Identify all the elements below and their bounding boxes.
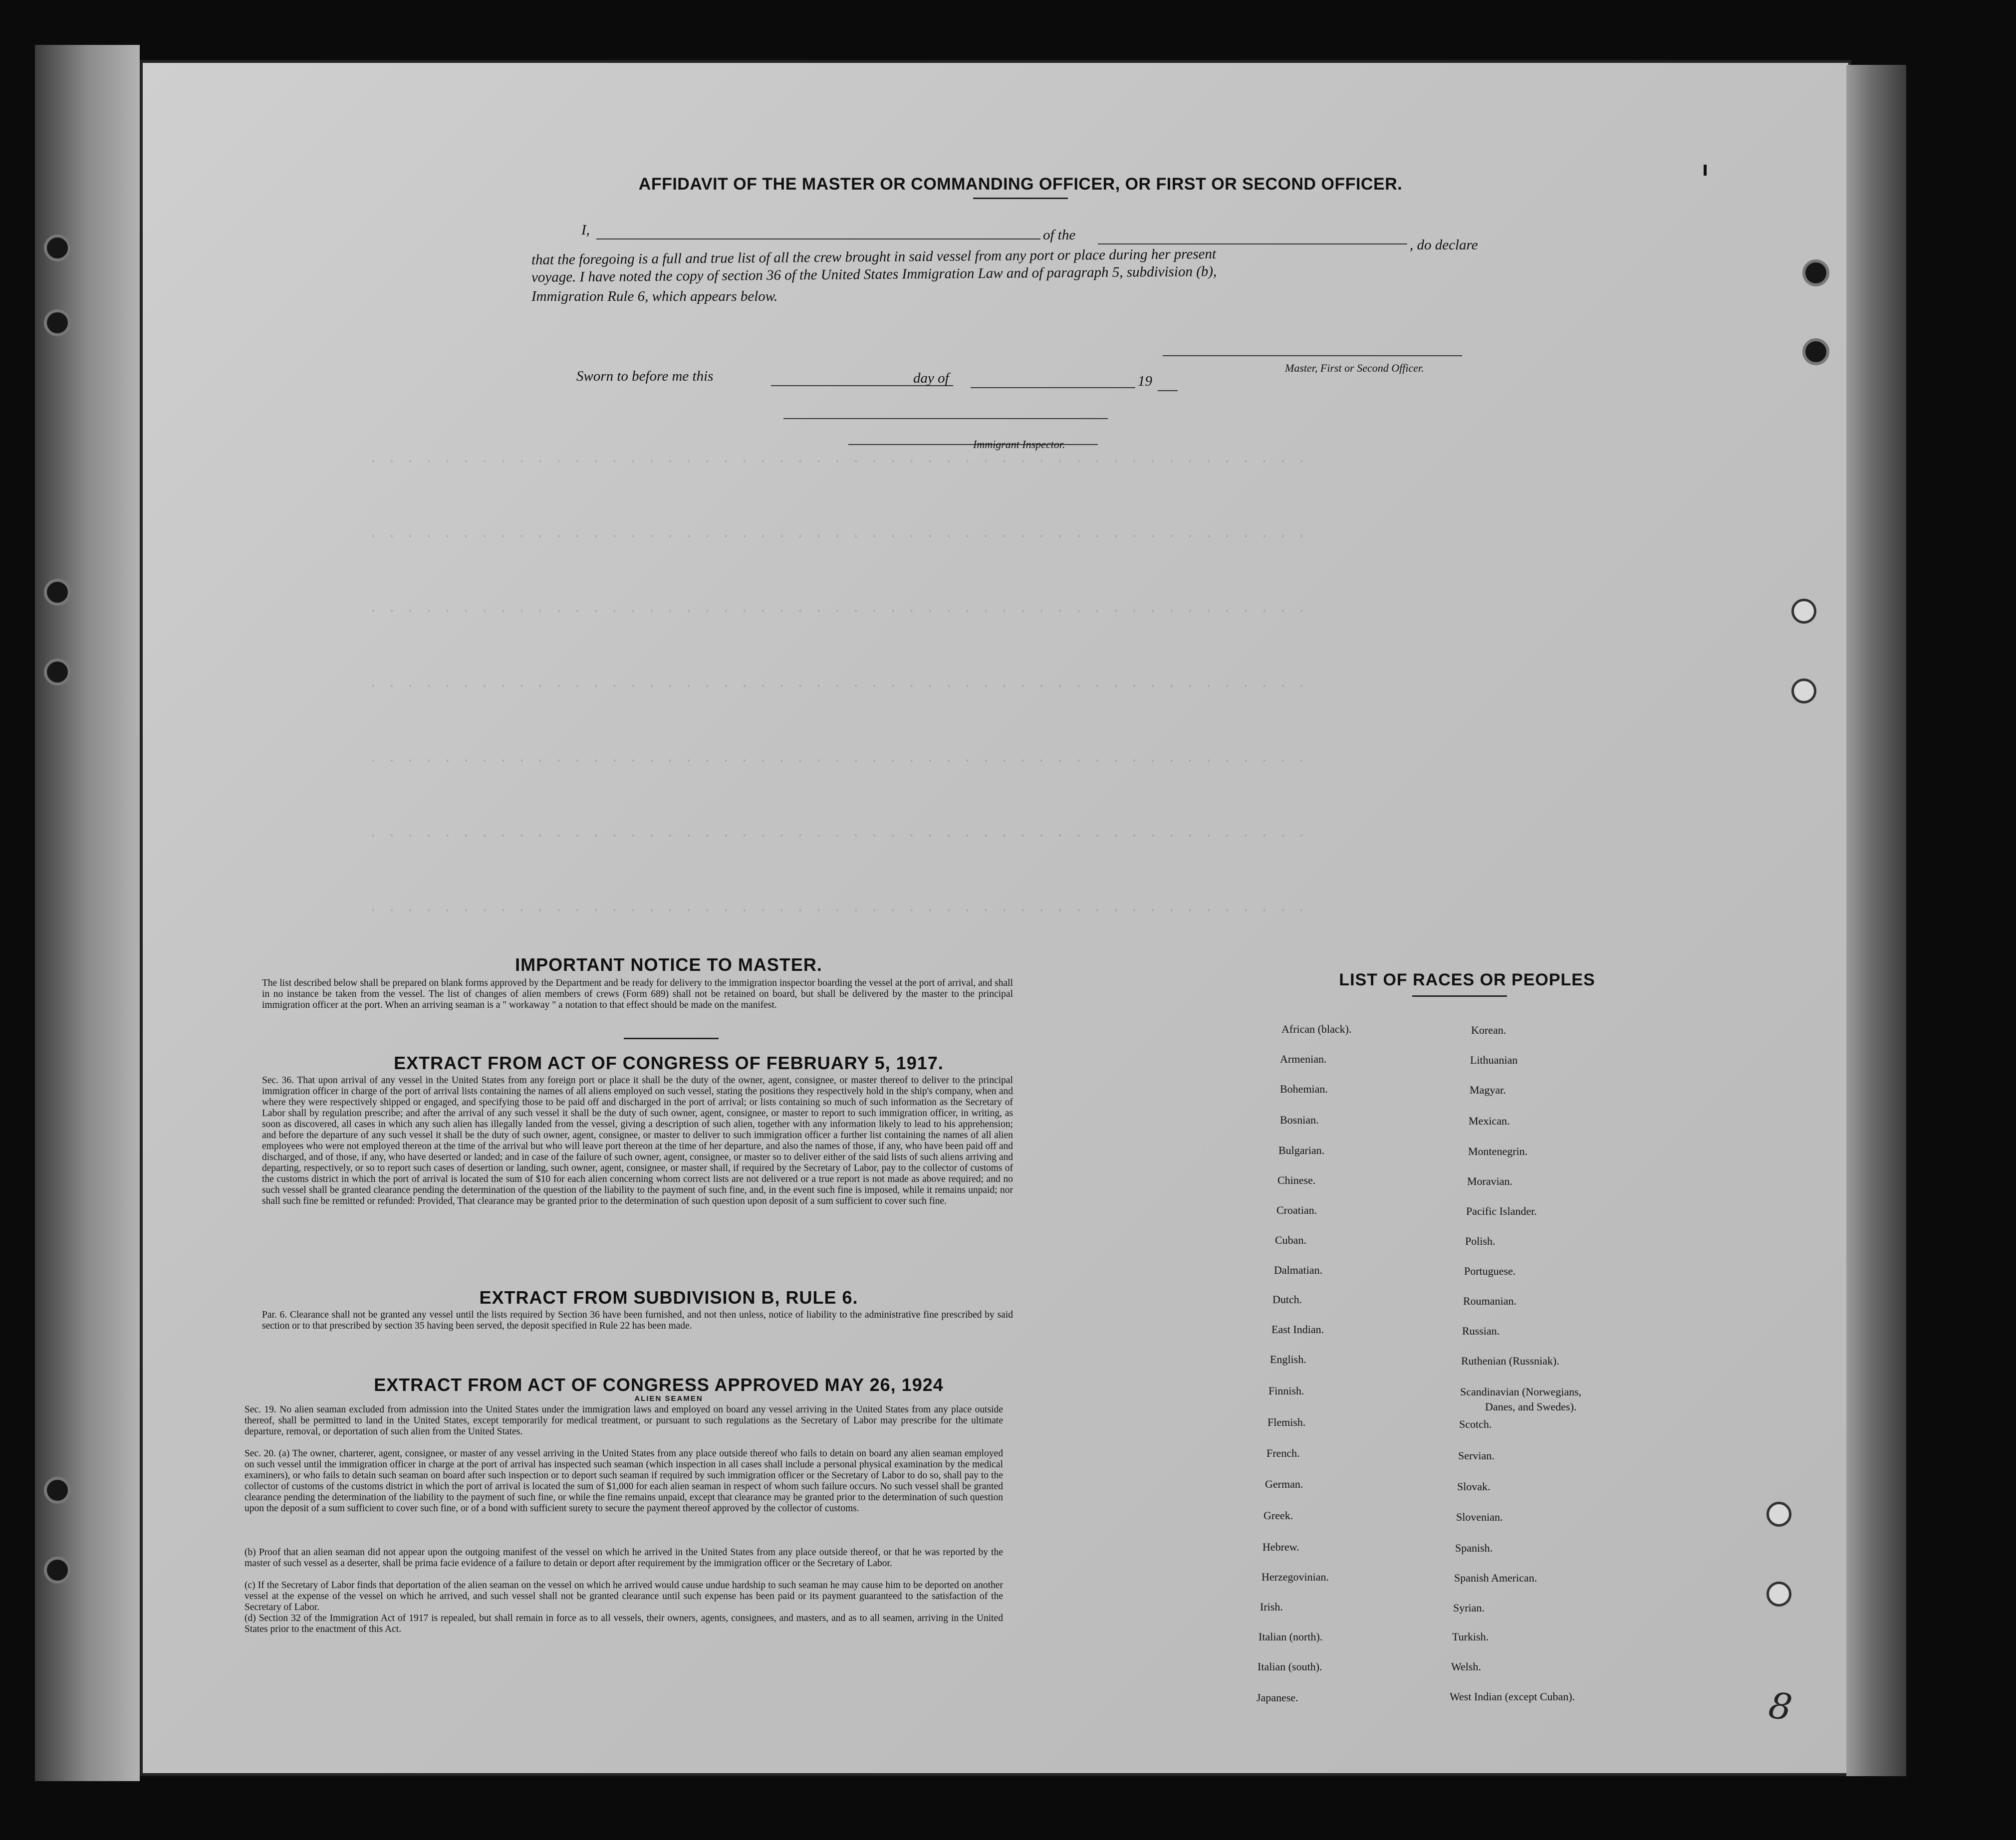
sworn-month-blank[interactable] [971, 387, 1135, 388]
binder-hole [44, 1477, 71, 1504]
name-blank[interactable] [596, 238, 1040, 239]
race-item: Finnish. [1268, 1384, 1304, 1397]
race-item: Polish. [1465, 1235, 1496, 1247]
race-item: Moravian. [1467, 1175, 1513, 1187]
race-item: Japanese. [1257, 1691, 1298, 1704]
race-item: Slovenian. [1456, 1511, 1503, 1523]
race-item: African (black). [1281, 1023, 1352, 1035]
race-item: Ruthenian (Russniak). [1461, 1355, 1559, 1367]
binder-hole [1766, 1502, 1791, 1527]
race-item: Bulgarian. [1278, 1144, 1325, 1156]
race-item: Dutch. [1272, 1293, 1302, 1306]
inspector-caption: Immigrant Inspector. [973, 438, 1065, 451]
extract-1924-sec20d: (d) Section 32 of the Immigration Act of 1917 is repealed, but shall remain in force as to all vessels, their owners, agents, consignees, and masters, and as to all seamen, arriving in the United States prior to the enactment of this Act. [245, 1613, 1003, 1634]
extract-rule6-text: Par. 6. Clearance shall not be granted any vessel until the lists required by Section 36 have been furnished, and not then unless, notice of liability to the administrative fine prescribed by said section or to that prescribed by section 35 having been served, the deposit specified in Rule 22 has been made. [262, 1310, 1013, 1331]
extract-1924-sec20a: Sec. 20. (a) The owner, charterer, agent, consignee, or master of any vessel arriving in the United States from any place outside thereof who fails to detain on board any alien seaman employed on such vessel until the immigration officer in charge at the port of arrival has inspected such seaman (which inspection in all cases shall include a personal physical examination by the medical examiners), or who fails to detain such seaman on board after such inspection or to deport such seaman if required by such immigration officer or the Secretary of Labor to do so, shall pay to the collector of customs of the customs district in which the port of arrival is located the sum of $1,000 for each alien seaman in respect of whom such failure occurs. No such vessel shall be granted clearance pending the determination of the liability to the payment of such fine, or while the fine remains unpaid, except that clearance may be granted prior to the determination of such question upon the deposit of a sum sufficient to cover such fine, or of a bond with sufficient surety to secure the payment thereof approved by the collector of customs. [245, 1448, 1003, 1514]
race-item: East Indian. [1271, 1323, 1324, 1336]
race-item: English. [1270, 1353, 1306, 1366]
race-item: West Indian (except Cuban). [1450, 1690, 1575, 1703]
race-item: Flemish. [1267, 1416, 1306, 1428]
race-item: French. [1266, 1447, 1300, 1459]
extract-1924-heading: EXTRACT FROM ACT OF CONGRESS APPROVED MAY 26, 1924 [374, 1375, 944, 1395]
race-item: Portuguese. [1464, 1265, 1516, 1277]
affidavit-I-label: I, [581, 222, 590, 238]
race-item: Bohemian. [1280, 1083, 1328, 1095]
race-item: Scotch. [1459, 1418, 1492, 1430]
race-item: Russian. [1462, 1325, 1500, 1337]
extract-1917-heading: EXTRACT FROM ACT OF CONGRESS OF FEBRUARY 5, 1917. [394, 1053, 944, 1073]
margin-tick [1704, 165, 1707, 176]
page-edge-right [1846, 65, 1906, 1776]
race-item: Magyar. [1470, 1084, 1506, 1096]
binder-hole [44, 579, 71, 606]
affidavit-title: AFFIDAVIT OF THE MASTER OR COMMANDING OFFICER, OR FIRST OR SECOND OFFICER. [638, 175, 1403, 194]
affidavit-of-the-label: of the [1043, 227, 1076, 243]
race-item: Korean. [1471, 1024, 1507, 1036]
race-item: Spanish. [1455, 1542, 1493, 1554]
master-caption: Master, First or Second Officer. [1285, 362, 1424, 374]
binding-edge-left [35, 45, 140, 1781]
document-page [140, 60, 1851, 1776]
race-item: German. [1265, 1478, 1303, 1490]
notice-heading: IMPORTANT NOTICE TO MASTER. [515, 954, 822, 975]
race-item: Irish. [1260, 1601, 1283, 1613]
race-item: Italian (north). [1259, 1630, 1323, 1643]
race-item: Syrian. [1453, 1602, 1485, 1614]
race-item: Croatian. [1276, 1204, 1317, 1216]
binder-hole [44, 659, 71, 686]
race-item: Danes, and Swedes). [1485, 1400, 1577, 1413]
section-rule [624, 1038, 719, 1039]
binder-hole [44, 1557, 71, 1584]
race-item: Greek. [1263, 1509, 1293, 1522]
affidavit-line-3: voyage. I have noted the copy of section 36 of the United States Immigration Law and of paragraph 5, subdivision (b), [531, 263, 1217, 285]
race-item: Lithuanian [1470, 1054, 1518, 1066]
race-item: Scandinavian (Norwegians, [1460, 1385, 1582, 1398]
extract-1924-sec20b: (b) Proof that an alien seaman did not appear upon the outgoing manifest of the vessel on which he arrived in the United States from any place outside thereof, or that he was reported by the master of such vessel as a deserter, shall be prima facie evidence of a failure to detain or deport after requirement by the immigration officer or the Secretary of Labor. [245, 1547, 1003, 1569]
race-item: Turkish. [1452, 1630, 1489, 1643]
binder-hole [44, 309, 71, 336]
races-heading: LIST OF RACES OR PEOPLES [1339, 970, 1595, 989]
binder-hole [1766, 1582, 1791, 1607]
extract-1917-text: Sec. 36. That upon arrival of any vessel in the United States from any foreign port or place it shall be the duty of the owner, agent, consignee, or master thereof to deliver to the principal immigration officer in charge of the port of arrival lists containing the names of all aliens employed on such vessel, stating the positions they respectively hold in the ship's company, when and where they were respectively shipped or engaged, and specifying those to be paid off and discharged in the port of arrival; or lists containing so much of such information as the Secretary of Labor shall by regulation prescribe; and after the arrival of any such vessel it shall be the duty of such owner, agent, consignee, or master to report to such immigration officer, in writing, as soon as discovered, all cases in which any such alien has illegally landed from the vessel, giving a description of such alien, together with any information likely to lead to his apprehension; and before the departure of any such vessel it shall be the duty of such owner, agent, consignee, or master to deliver to such immigration officer a further list containing the names of all alien employees who were not employed thereon at the time of the arrival but who will leave port thereon at the time of her departure, and also the names of those, if any, who have been paid off and discharged, and of those, if any, who have deserted or landed; and in case of the failure of such owner, agent, consignee, or master so to deliver either of the said lists of such aliens arriving and departing, respectively, or so to report such cases of desertion or landing, such owner, agent, consignee, or master shall, if required by the Secretary of Labor, pay to the collector of customs of the customs district in which the port of arrival is located the sum of $10 for each alien concerning whom correct lists are not delivered or a true report is not made as above required; and no such vessel shall be granted clearance pending the determination of the question of the liability to the payment of such fine, and, in the event such fine is imposed, while it remains unpaid; nor shall such fine be remitted or refunded: Provided, That clearance may be granted prior to the determination of such question upon deposit of a sum sufficient to cover such fine. [262, 1075, 1013, 1206]
year-blank[interactable] [1158, 390, 1178, 391]
extract-1924-sec19: Sec. 19. No alien seaman excluded from admission into the United States under the immigration laws and employed on board any vessel arriving in the United States from any place outside thereof, shall be permitted to land in the United States, except temporarily for medical treatment, or pursuant to such regulations as the Secretary of Labor may prescribe for the ultimate departure, removal, or deportation of such alien from the United States. [245, 1404, 1003, 1437]
race-item: Herzegovinian. [1261, 1571, 1329, 1583]
binder-hole [44, 234, 71, 261]
race-item: Pacific Islander. [1466, 1205, 1537, 1217]
race-item: Chinese. [1277, 1174, 1316, 1186]
sworn-label: Sworn to before me this [576, 368, 714, 384]
race-item: Spanish American. [1454, 1572, 1537, 1584]
binder-hole [1791, 679, 1816, 703]
affidavit-line-2: that the foregoing is a full and true list of all the crew brought in said vessel from any port or place during her present [531, 246, 1217, 268]
master-signature-blank[interactable] [1163, 355, 1462, 356]
affidavit-do-declare: , do declare [1410, 237, 1478, 253]
race-item: Montenegrin. [1468, 1145, 1528, 1157]
binder-hole [1791, 599, 1816, 624]
race-item: Mexican. [1469, 1115, 1510, 1127]
title-rule [973, 198, 1068, 199]
day-of-label: day of [913, 370, 949, 386]
race-item: Roumanian. [1463, 1295, 1516, 1307]
race-item: Slovak. [1457, 1480, 1491, 1493]
inspector-signature-blank[interactable] [783, 418, 1108, 419]
race-item: Cuban. [1275, 1234, 1306, 1246]
race-item: Servian. [1458, 1449, 1495, 1462]
alien-seamen-subheading: ALIEN SEAMEN [634, 1394, 703, 1403]
vessel-blank[interactable] [1098, 243, 1407, 244]
race-item: Italian (south). [1258, 1660, 1322, 1673]
notice-text: The list described below shall be prepared on blank forms approved by the Department and be ready for delivery to the immigration inspector boarding the vessel at the port of arrival, and shall in no instance be taken from the vessel. The list of changes of alien members of crews (Form 689) shall not be retained on board, but shall be delivered by the master to the principal immigration officer at the port. When an arriving seaman is a " workaway " a notation to that effect should be made on the manifest. [262, 978, 1013, 1010]
extract-rule6-heading: EXTRACT FROM SUBDIVISION B, RULE 6. [479, 1287, 858, 1308]
affidavit-line-4: Immigration Rule 6, which appears below. [531, 288, 778, 304]
binder-hole [1802, 338, 1829, 365]
race-item: Hebrew. [1262, 1541, 1299, 1553]
race-item: Armenian. [1280, 1053, 1327, 1065]
handwritten-page-mark: 8 [1766, 1684, 1795, 1729]
race-item: Dalmatian. [1274, 1264, 1323, 1276]
extract-1924-sec20c: (c) If the Secretary of Labor finds that deportation of the alien seaman on the vessel on which he arrived would cause undue hardship to such seaman he may cause him to be deported on another vessel at the expense of the vessel on which he arrived, and such vessel shall not be granted clearance until such expense has been paid or its payment guaranteed to the satisfaction of the Secretary of Labor. [245, 1580, 1003, 1612]
race-item: Bosnian. [1280, 1114, 1319, 1126]
races-rule [1412, 995, 1507, 997]
binder-hole [1802, 259, 1829, 286]
year-label: 19 [1138, 373, 1152, 389]
race-item: Welsh. [1451, 1660, 1481, 1673]
